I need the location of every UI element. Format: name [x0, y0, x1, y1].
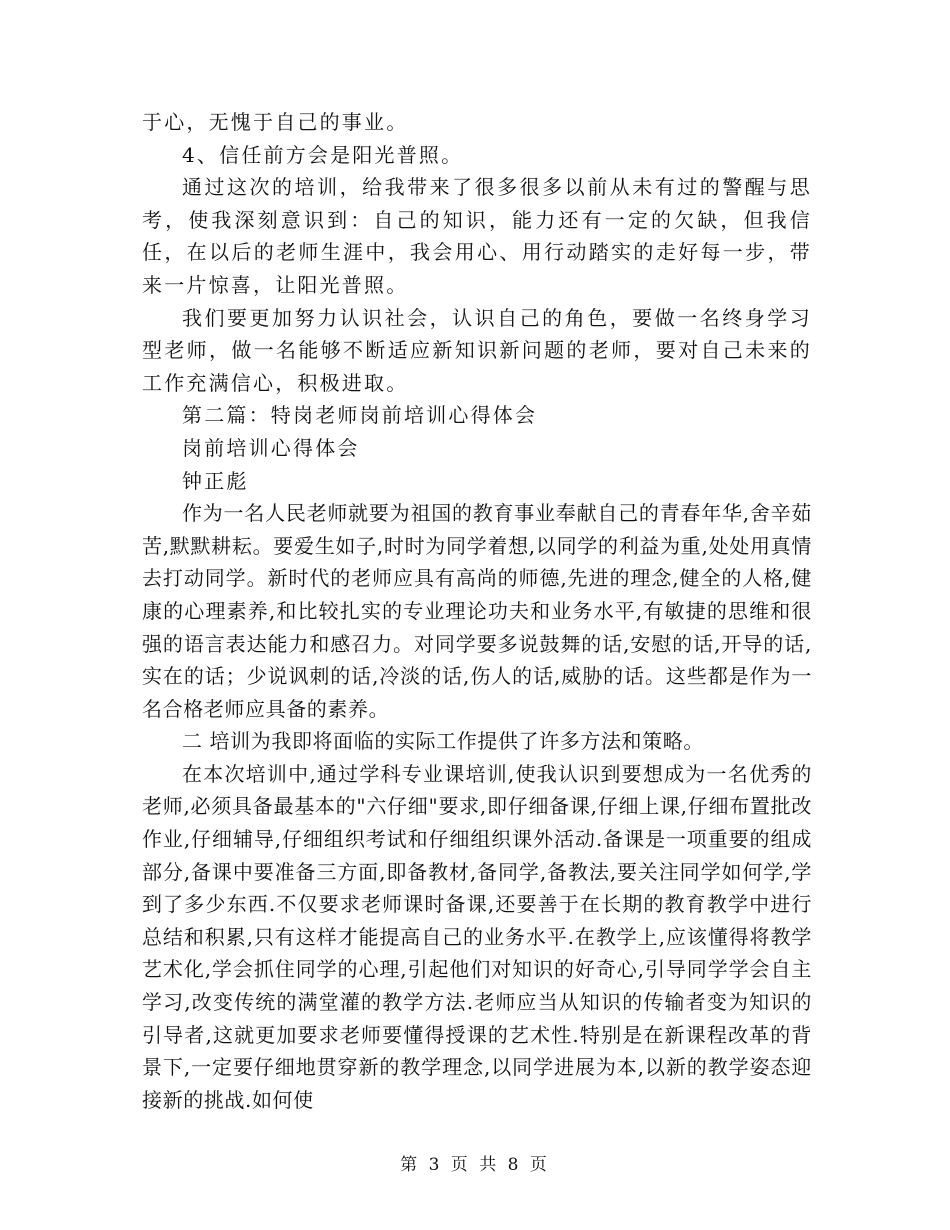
paragraph-lifelong-learning: 我们要更加努力认识社会，认识自己的角色，要做一名终身学习型老师，做一名能够不断适应新知识新问题的老师，要对自己未来的工作充满信心，积极进取。	[142, 305, 812, 395]
page-number-footer: 第 3 页 共 8 页	[400, 1155, 550, 1175]
paragraph-heading-2: 二 培训为我即将面临的实际工作提供了许多方法和策略。	[182, 729, 704, 754]
article-title: 岗前培训心得体会	[182, 435, 360, 460]
author-name: 钟正彪	[182, 468, 249, 493]
paragraph-reflection: 通过这次的培训，给我带来了很多很多以前从未有过的警醒与思考，使我深刻意识到：自己的知识，能力还有一定的欠缺，但我信任，在以后的老师生涯中，我会用心、用行动踏实的走好每一步，带来一片惊喜，让阳光普照。	[142, 175, 812, 297]
paragraph-training-methods: 在本次培训中,通过学科专业课培训,使我认识到要想成为一名优秀的老师,必须具备最基本的"六仔细"要求,即仔细备课,仔细上课,仔细布置批改作业,仔细辅导,仔细组织考试和仔细组织课外活动.备课是一项重要的组成部分,备课中要准备三方面,即备教材,备同学,备教法,要关注同学如何学,学到了多少东西.不仅要求老师课时备课,还要善于在长期的教育教学中进行总结和积累,只有这样才能提高自己的业务水平.在教学上,应该懂得将教学艺术化,学会抓住同学的心理,引起他们对知识的好奇心,引导同学学会自主学习,改变传统的满堂灌的教学方法.老师应当从知识的传输者变为知识的引导者,这就更加要求老师要懂得授课的艺术性.特别是在新课程改革的背景下,一定要仔细地贯穿新的教学理念,以同学进展为本,以新的教学姿态迎接新的挑战.如何使	[142, 761, 812, 1112]
paragraph-teacher-ethics: 作为一名人民老师就要为祖国的教育事业奉献自己的青春年华,舍辛茹苦,默默耕耘。要爱生如子,时时为同学着想,以同学的利益为重,处处用真情去打动同学。新时代的老师应具有高尚的师德,先进的理念,健全的人格,健康的心理素养,和比较扎实的专业理论功夫和业务水平,有敏捷的思维和很强的语言表达能力和感召力。对同学要多说鼓舞的话,安慰的话,开导的话,实在的话；少说讽刺的话,冷淡的话,伤人的话,威胁的话。这些都是作为一名合格老师应具备的素养。	[142, 501, 812, 721]
document-body	[142, 106, 812, 1116]
paragraph-heading-4: 4、信任前方会是阳光普照。	[182, 142, 464, 167]
section-title: 第二篇：特岗老师岗前培训心得体会	[182, 403, 538, 428]
paragraph-continuation: 于心，无愧于自己的事业。	[142, 110, 409, 134]
